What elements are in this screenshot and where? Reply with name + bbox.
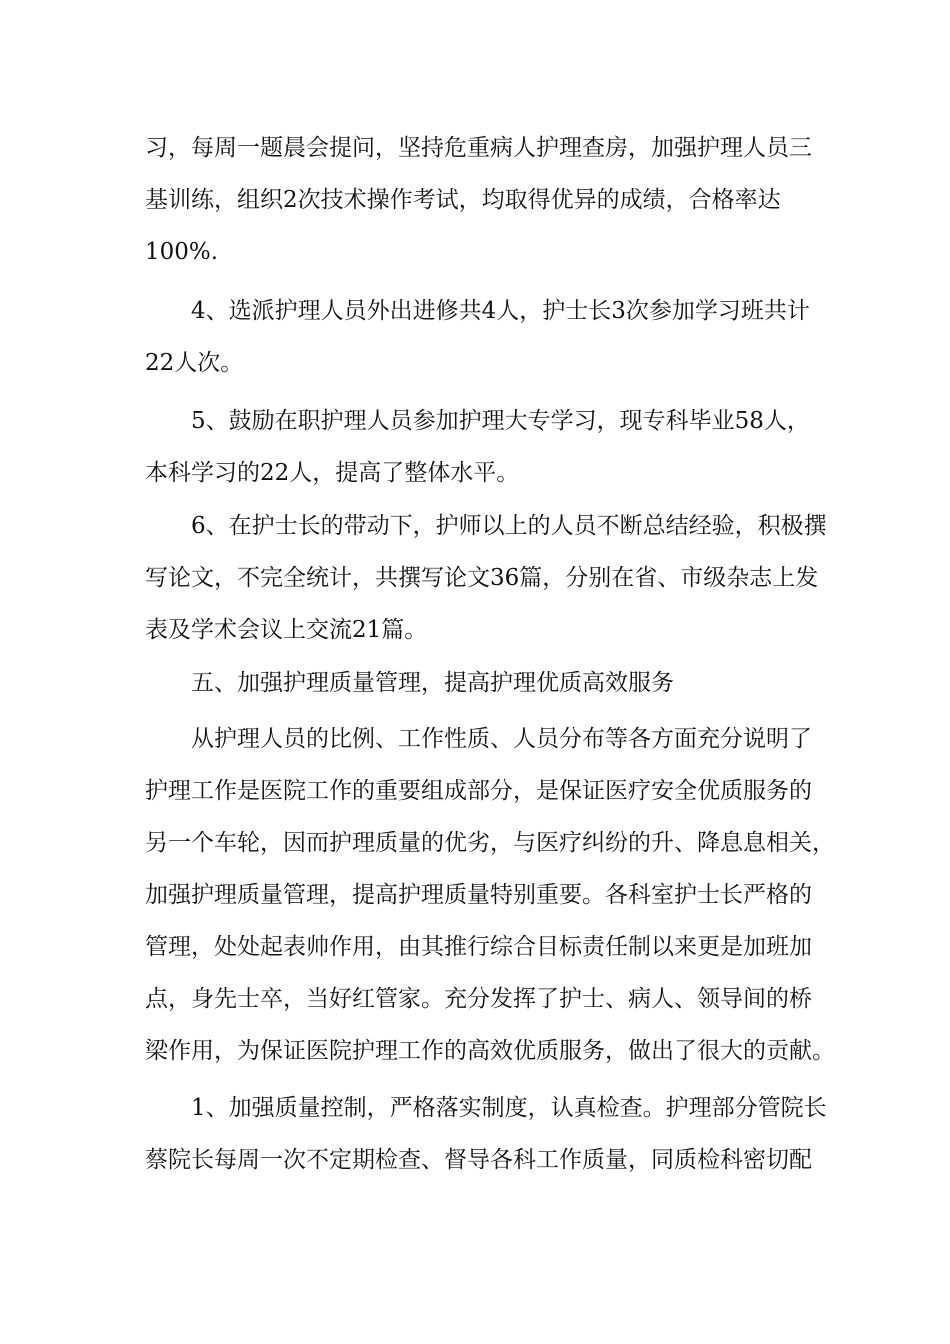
- text-line: 表及学术会议上交流21篇。: [145, 617, 428, 643]
- text-line: 100%.: [145, 239, 219, 265]
- text-line: 从护理人员的比例、工作性质、人员分布等各方面充分说明了: [191, 726, 812, 752]
- text-line: 习，每周一题晨会提问，坚持危重病人护理查房，加强护理人员三: [145, 135, 812, 161]
- text-line: 另一个车轮，因而护理质量的优劣，与医疗纠纷的升、降息息相关，: [145, 830, 835, 856]
- text-line: 5、鼓励在职护理人员参加护理大专学习，现专科毕业58人，: [191, 408, 810, 434]
- text-line: 点，身先士卒，当好红管家。充分发挥了护士、病人、领导间的桥: [145, 986, 812, 1012]
- text-line: 基训练，组织2次技术操作考试，均取得优异的成绩，合格率达: [145, 187, 781, 213]
- text-line: 4、选派护理人员外出进修共4人，护士长3次参加学习班共计: [191, 298, 810, 324]
- text-line: 6、在护士长的带动下，护师以上的人员不断总结经验，积极撰: [191, 513, 827, 539]
- text-line: 加强护理质量管理，提高护理质量特别重要。各科室护士长严格的: [145, 882, 812, 908]
- text-line: 梁作用，为保证医院护理工作的高效优质服务，做出了很大的贡献。: [145, 1038, 835, 1064]
- text-line: 管理，处处起表帅作用，由其推行综合目标责任制以来更是加班加: [145, 934, 812, 960]
- text-line: 本科学习的22人，提高了整体水平。: [145, 460, 520, 486]
- text-line: 护理工作是医院工作的重要组成部分，是保证医疗安全优质服务的: [145, 778, 812, 804]
- text-line: 1、加强质量控制，严格落实制度，认真检查。护理部分管院长: [191, 1095, 827, 1121]
- text-line: 蔡院长每周一次不定期检查、督导各科工作质量，同质检科密切配: [145, 1147, 812, 1173]
- text-line: 22人次。: [145, 350, 244, 376]
- text-line: 写论文，不完全统计，共撰写论文36篇，分别在省、市级杂志上发: [145, 565, 819, 591]
- section-heading: 五、加强护理质量管理，提高护理优质高效服务: [191, 670, 674, 696]
